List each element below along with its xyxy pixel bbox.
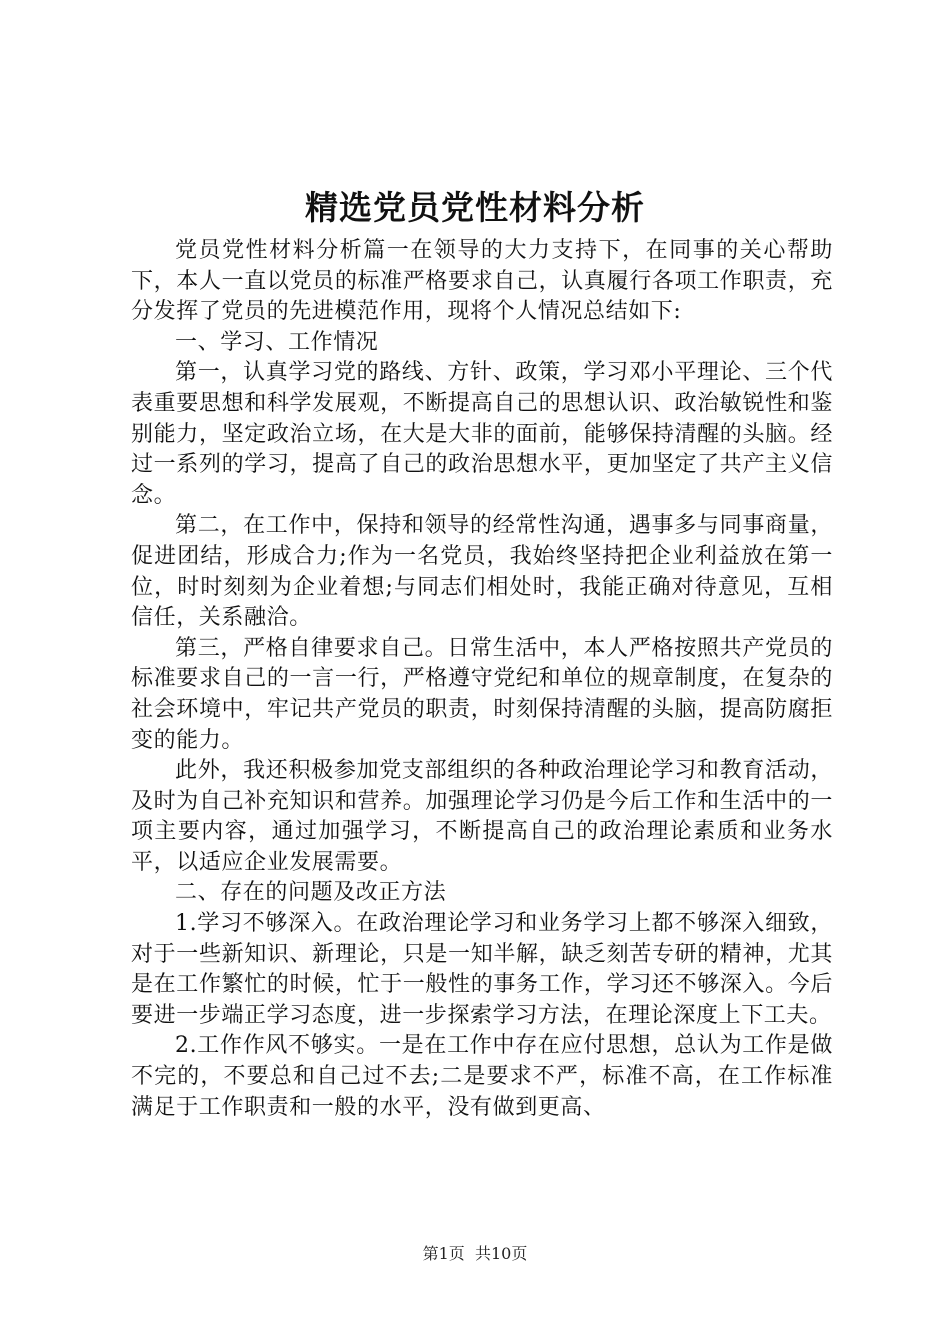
- paragraph: 第一，认真学习党的路线、方针、政策，学习邓小平理论、三个代表重要思想和科学发展观，不断提高自己的思想认识、政治敏锐性和鉴别能力，坚定政治立场，在大是大非的面前，能够保持清醒的头脑。经过一系列的学习，提高了自己的政治思想水平，更加坚定了共产主义信念。: [131, 360, 833, 508]
- paragraph: 1.学习不够深入。在政治理论学习和业务学习上都不够深入细致，对于一些新知识、新理论，只是一知半解，缺乏刻苦专研的精神，尤其是在工作繁忙的时候，忙于一般性的事务工作，学习还不够深入。今后要进一步端正学习态度，进一步探索学习方法，在理论深度上下工夫。: [131, 911, 833, 1028]
- document-title: 精选党员党性材料分析: [305, 188, 645, 227]
- paragraph: 此外，我还积极参加党支部组织的各种政治理论学习和教育活动，及时为自己补充知识和营养。加强理论学习仍是今后工作和生活中的一项主要内容，通过加强学习，不断提高自己的政治理论素质和业务水平，以适应企业发展需要。: [131, 758, 833, 875]
- paragraph: 党员党性材料分析篇一在领导的大力支持下，在同事的关心帮助下，本人一直以党员的标准严格要求自己，认真履行各项工作职责，充分发挥了党员的先进模范作用，现将个人情况总结如下:: [131, 238, 833, 325]
- paragraph: 第二，在工作中，保持和领导的经常性沟通，遇事多与同事商量，促进团结，形成合力;作为一名党员，我始终坚持把企业利益放在第一位，时时刻刻为企业着想;与同志们相处时，我能正确对待意见，互相信任，关系融洽。: [131, 513, 833, 631]
- page-footer: [0, 1243, 950, 1265]
- document-body: [131, 236, 833, 1123]
- paragraph: 2.工作作风不够实。一是在工作中存在应付思想，总认为工作是做不完的，不要总和自己过不去;二是要求不严，标准不高，在工作标准满足于工作职责和一般的水平，没有做到更高、: [131, 1033, 833, 1120]
- section-heading: 一、学习、工作情况: [175, 329, 379, 355]
- page-total: 共10页: [474, 1244, 528, 1263]
- paragraph: 第三，严格自律要求自己。日常生活中，本人严格按照共产党员的标准要求自己的一言一行，严格遵守党纪和单位的规章制度，在复杂的社会环境中，牢记共产党员的职责，时刻保持清醒的头脑，提高防腐拒变的能力。: [131, 635, 833, 753]
- page-number: 第1页: [422, 1244, 465, 1263]
- section-heading: 二、存在的问题及改正方法: [175, 880, 447, 906]
